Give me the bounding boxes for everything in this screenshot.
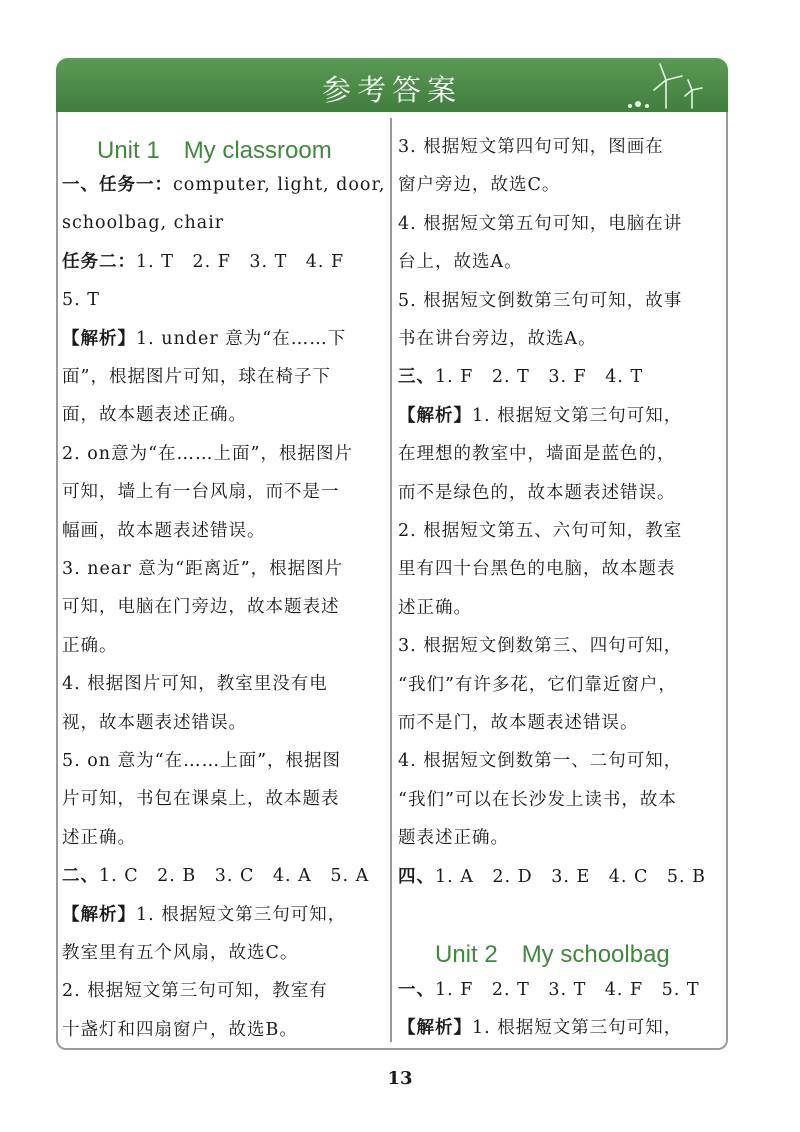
answer-text: 5. on 意为“在……上面”，根据图 <box>62 751 342 771</box>
answer-line <box>398 596 472 620</box>
answer-line <box>62 864 369 888</box>
section-label: 一、 <box>398 980 435 1000</box>
answer-text: 3. 根据短文倒数第三、四句可知， <box>398 636 683 657</box>
answer-line <box>62 327 346 351</box>
answer-line <box>398 481 676 505</box>
answer-text: 1. C 2. B 3. C 4. A 5. A <box>99 866 370 887</box>
answer-line <box>398 711 639 735</box>
answer-text: 教室里有五个风扇，故选C。 <box>62 943 299 963</box>
answer-line <box>398 673 677 697</box>
answer-line <box>62 787 340 811</box>
answer-line <box>62 672 328 696</box>
answer-line <box>398 173 560 197</box>
answer-line <box>62 250 344 274</box>
answer-line <box>398 404 682 428</box>
answer-line <box>62 442 353 466</box>
section-label: 任务二： <box>62 251 136 272</box>
answer-text: 可知，电脑在门旁边，故本题表述 <box>62 597 340 618</box>
answer-line <box>398 749 682 773</box>
answer-text: 1. A 2. D 3. E 4. C 5. B <box>435 866 706 887</box>
section-label: 【解析】 <box>62 904 136 925</box>
answer-text: 十盏灯和四扇窗户，故选B。 <box>62 1019 298 1040</box>
answer-text: schoolbag, chair <box>62 213 225 234</box>
answer-line <box>398 634 682 658</box>
section-label: 【解析】 <box>62 328 136 349</box>
answer-text: 题表述正确。 <box>398 828 509 849</box>
answer-line <box>398 557 676 581</box>
page-number: 13 <box>387 1068 413 1089</box>
answer-text: computer, light, door, <box>173 175 386 195</box>
answer-text: 4. 根据短文倒数第一、二句可知， <box>398 751 683 772</box>
answer-line <box>62 211 224 235</box>
answer-line <box>62 595 340 619</box>
wind-turbine-icon <box>620 62 710 110</box>
answer-line <box>398 289 682 313</box>
answer-line <box>62 519 266 543</box>
answer-line <box>398 978 700 1002</box>
answer-text: 而不是门，故本题表述错误。 <box>398 713 639 733</box>
section-label: 三、 <box>398 367 435 388</box>
answer-text: 述正确。 <box>62 827 136 848</box>
answer-text: 5. 根据短文倒数第三句可知，故事 <box>398 290 683 311</box>
answer-line <box>398 365 643 389</box>
answer-line <box>62 557 343 581</box>
section-label: 【解析】 <box>398 1018 472 1039</box>
page-title: 参考答案 <box>321 73 462 107</box>
answer-text: 里有四十台黑色的电脑，故本题表 <box>398 559 676 580</box>
answer-text: “我们”可以在长沙发上读书，故本 <box>398 789 677 810</box>
answer-text: 1. T 2. F 3. T 4. F <box>136 251 345 272</box>
answer-text: 面，故本题表述正确。 <box>62 405 247 426</box>
answer-line <box>62 634 118 658</box>
answer-text: 5. T <box>62 290 100 311</box>
answer-text: 台上，故选A。 <box>398 252 523 273</box>
answer-text: 而不是绿色的，故本题表述错误。 <box>398 482 676 503</box>
answer-text: 述正确。 <box>398 597 472 618</box>
answer-line <box>398 212 682 236</box>
answer-text: 窗户旁边，故选C。 <box>398 175 561 196</box>
answer-line <box>62 288 100 312</box>
answer-line <box>398 250 523 274</box>
answer-text: 片可知，书包在课桌上，故本题表 <box>62 789 340 810</box>
answer-text: 1. 根据短文第三句可知， <box>472 1018 683 1039</box>
answer-line <box>62 826 136 850</box>
answer-text: 3. 根据短文第四句可知，图画在 <box>398 137 664 157</box>
answer-text: 2. on意为“在……上面”，根据图片 <box>62 443 353 464</box>
answer-line <box>398 327 597 351</box>
answer-line <box>398 135 664 159</box>
answer-text: 可知，墙上有一台风扇，而不是一 <box>62 482 340 503</box>
answer-text: 视，故本题表述错误。 <box>62 712 247 733</box>
answer-line <box>398 1016 682 1040</box>
answer-line <box>62 711 247 735</box>
section-label: 二、 <box>62 866 99 887</box>
answer-text: 2. 根据短文第三句可知，教室有 <box>62 981 328 1002</box>
answer-line <box>62 403 247 427</box>
answer-line <box>62 903 346 927</box>
answer-text: 正确。 <box>62 635 118 656</box>
answer-text: 1. 根据短文第三句可知， <box>136 904 347 925</box>
section-label: 【解析】 <box>398 405 472 426</box>
answer-text: 幅画，故本题表述错误。 <box>62 520 266 541</box>
answer-line <box>398 519 682 543</box>
unit-title: Unit 1 My classroom <box>97 137 332 164</box>
answer-text: 1. 根据短文第三句可知， <box>472 405 683 426</box>
answer-text: 2. 根据短文第五、六句可知，教室 <box>398 521 683 541</box>
answer-line <box>62 365 331 389</box>
unit-title: Unit 2 My schoolbag <box>435 941 670 968</box>
answer-line <box>62 941 298 965</box>
answer-line <box>398 788 677 812</box>
header-banner <box>56 58 728 112</box>
answer-text: “我们”有许多花，它们靠近窗户， <box>398 674 677 695</box>
answer-line <box>62 480 340 504</box>
answer-line <box>398 826 509 850</box>
answer-line <box>62 979 328 1003</box>
section-label: 四、 <box>398 866 435 887</box>
answer-text: 1. under 意为“在……下 <box>136 328 347 349</box>
answer-text: 在理想的教室中，墙面是蓝色的， <box>398 444 676 465</box>
answer-line <box>62 173 385 197</box>
column-divider <box>390 118 392 1042</box>
answer-text: 4. 根据短文第五句可知，电脑在讲 <box>398 213 683 234</box>
answer-line <box>398 442 676 466</box>
answer-line <box>62 749 341 773</box>
answer-text: 书在讲台旁边，故选A。 <box>398 329 597 349</box>
answer-text: 面”，根据图片可知，球在椅子下 <box>62 367 331 387</box>
answer-text: 1. F 2. T 3. T 4. F 5. T <box>435 980 700 1000</box>
answer-text: 3. near 意为“距离近”，根据图片 <box>62 559 344 579</box>
section-label: 一、任务一： <box>62 175 173 195</box>
answer-line <box>398 865 706 889</box>
answer-line <box>62 1018 298 1042</box>
answer-text: 4. 根据图片可知，教室里没有电 <box>62 674 328 695</box>
answer-text: 1. F 2. T 3. F 4. T <box>435 367 644 388</box>
